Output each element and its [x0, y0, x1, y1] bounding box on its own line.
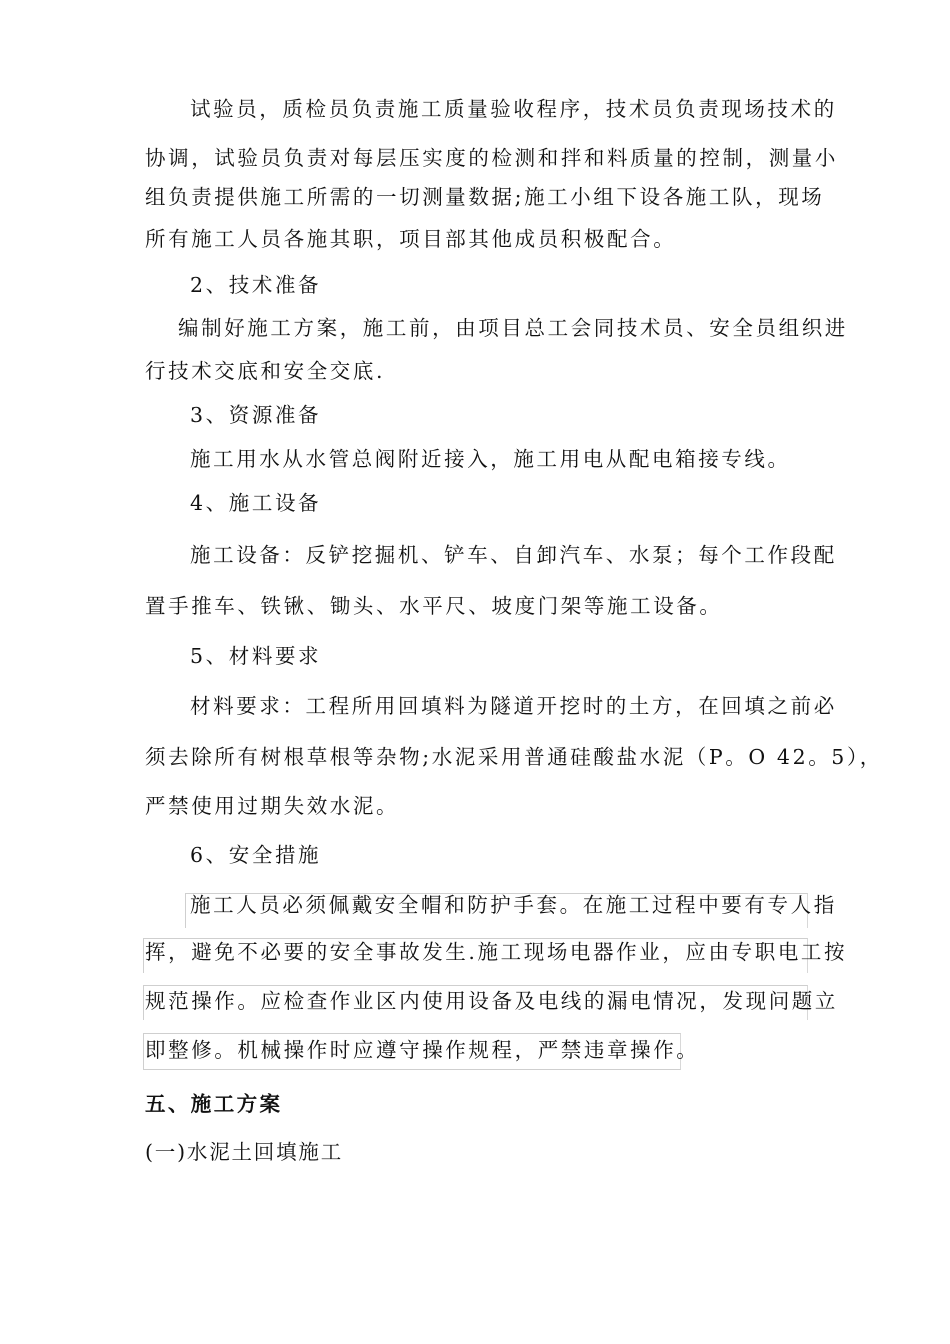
section-heading: 五、施工方案 [145, 1092, 283, 1116]
paragraph-line: 规范操作。应检查作业区内使用设备及电线的漏电情况，发现问题立 [145, 989, 838, 1013]
paragraph-line: 组负责提供施工所需的一切测量数据;施工小组下设各施工队，现场 [145, 185, 825, 209]
paragraph-line: 材料要求：工程所用回填料为隧道开挖时的土方，在回填之前必 [190, 694, 837, 718]
paragraph-line: 置手推车、铁锹、锄头、水平尺、坡度门架等施工设备。 [145, 594, 723, 618]
paragraph-line: 施工用水从水管总阀附近接入，施工用电从配电箱接专线。 [190, 447, 791, 471]
subsection-heading: (一)水泥土回填施工 [145, 1140, 343, 1164]
paragraph-line: 编制好施工方案，施工前，由项目总工会同技术员、安全员组织进 [178, 316, 848, 340]
paragraph-line: 即整修。机械操作时应遵守操作规程，严禁违章操作。 [145, 1038, 700, 1062]
item-heading-safety-measures: 6、安全措施 [190, 843, 322, 867]
paragraph-line: 严禁使用过期失效水泥。 [145, 794, 400, 818]
paragraph-line: 施工设备：反铲挖掘机、铲车、自卸汽车、水泵；每个工作段配 [190, 543, 837, 567]
item-heading-technical-preparation: 2、技术准备 [190, 273, 322, 297]
item-heading-material-requirements: 5、材料要求 [190, 644, 322, 668]
item-heading-resource-preparation: 3、资源准备 [190, 403, 322, 427]
paragraph-line: 须去除所有树根草根等杂物;水泥采用普通硅酸盐水泥（P。O 42。5）， [145, 745, 883, 769]
paragraph-line: 协调，试验员负责对每层压实度的检测和拌和料质量的控制，测量小 [145, 146, 838, 170]
paragraph-line: 行技术交底和安全交底. [145, 359, 386, 383]
paragraph-line: 试验员，质检员负责施工质量验收程序，技术员负责现场技术的 [190, 97, 837, 121]
item-heading-construction-equipment: 4、施工设备 [190, 491, 322, 515]
paragraph-line: 挥，避免不必要的安全事故发生.施工现场电器作业，应由专职电工按 [145, 940, 848, 964]
paragraph-line: 施工人员必须佩戴安全帽和防护手套。在施工过程中要有专人指 [190, 893, 837, 917]
paragraph-line: 所有施工人员各施其职，项目部其他成员积极配合。 [145, 227, 677, 251]
